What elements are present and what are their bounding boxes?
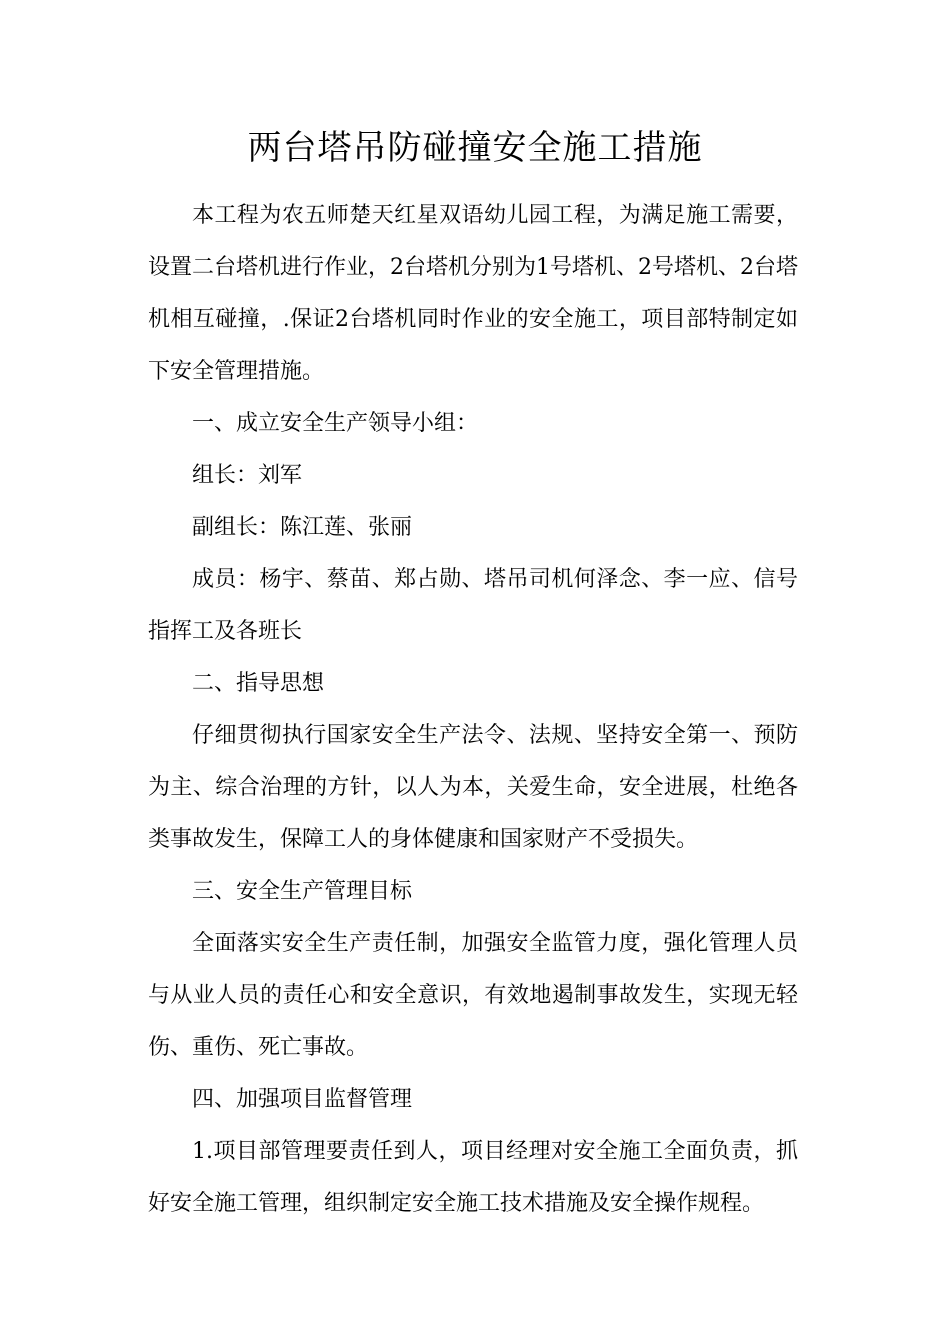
team-members: 成员：杨宇、蔡苗、郑占勋、塔吊司机何泽念、李一应、信号指挥工及各班长 xyxy=(148,567,798,644)
team-leader: 组长：刘军 xyxy=(192,463,303,488)
supervision-item-1: 1.项目部管理要责任到人，项目经理对安全施工全面负责，抓好安全施工管理，组织制定安全施工技术措施及安全操作规程。 xyxy=(148,1139,798,1216)
section-heading-safety-goals: 三、安全生产管理目标 xyxy=(192,879,413,904)
section-heading-guiding-ideology: 二、指导思想 xyxy=(192,671,325,696)
guiding-ideology-paragraph: 仔细贯彻执行国家安全生产法令、法规、坚持安全第一、预防为主、综合治理的方针，以人为本，关爱生命，安全进展，杜绝各类事故发生，保障工人的身体健康和国家财产不受损失。 xyxy=(148,723,798,852)
deputy-leaders: 副组长：陈江莲、张丽 xyxy=(192,515,413,540)
section-heading-leadership: 一、成立安全生产领导小组： xyxy=(192,411,479,436)
document-title: 两台塔吊防碰撞安全施工措施 xyxy=(247,128,703,168)
intro-paragraph: 本工程为农五师楚天红星双语幼儿园工程，为满足施工需要，设置二台塔机进行作业，2台塔机分别为1号塔机、2号塔机、2台塔机相互碰撞，.保证2台塔机同时作业的安全施工，项目部特制定如下安全管理措施。 xyxy=(148,203,798,384)
section-heading-supervision: 四、加强项目监督管理 xyxy=(192,1087,413,1112)
safety-goals-paragraph: 全面落实安全生产责任制，加强安全监管力度，强化管理人员与从业人员的责任心和安全意识，有效地遏制事故发生，实现无轻伤、重伤、死亡事故。 xyxy=(148,931,798,1060)
document-body xyxy=(148,190,798,1230)
